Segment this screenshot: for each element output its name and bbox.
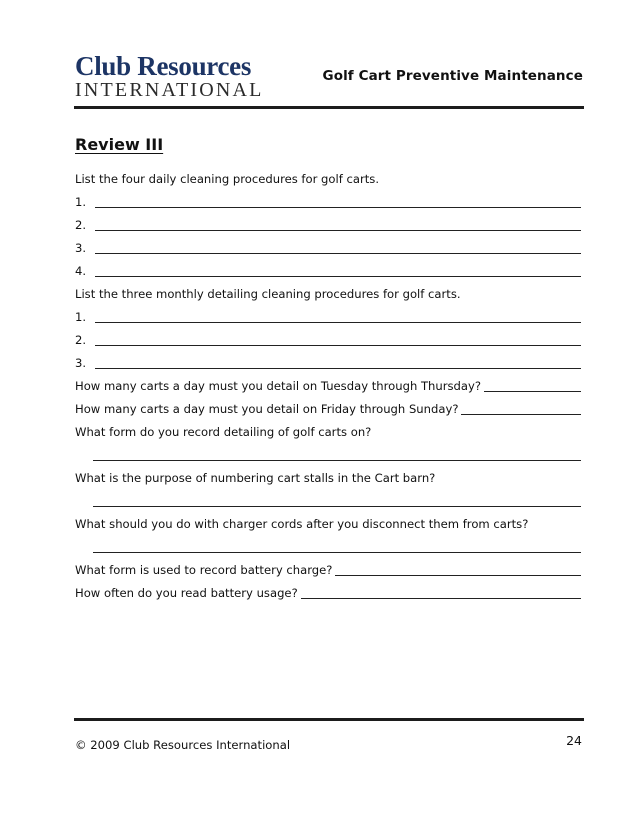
- answer-line: [75, 237, 581, 260]
- answer-line: [75, 306, 581, 329]
- question-line: [75, 398, 581, 421]
- item-number: 3.: [75, 356, 87, 370]
- answer-blank[interactable]: [93, 552, 581, 553]
- answer-blank[interactable]: [335, 575, 581, 576]
- answer-blank[interactable]: [301, 598, 581, 599]
- question-line: [75, 283, 581, 306]
- answer-blank[interactable]: [93, 460, 581, 461]
- question-line: [75, 559, 581, 582]
- answer-line: [75, 260, 581, 283]
- question-text: List the three monthly detailing cleaning procedures for golf carts.: [75, 287, 461, 301]
- logo-top-text: Club Resources: [75, 51, 252, 81]
- question-line: [75, 375, 581, 398]
- answer-line: [75, 352, 581, 375]
- question-text: What form is used to record battery charge?: [75, 563, 333, 577]
- answer-line: [75, 214, 581, 237]
- question-line: [75, 467, 581, 490]
- item-number: 2.: [75, 333, 87, 347]
- item-number: 2.: [75, 218, 87, 232]
- club-resources-logo: [75, 51, 264, 101]
- item-number: 4.: [75, 264, 87, 278]
- question-line: [75, 513, 581, 536]
- answer-blank[interactable]: [95, 322, 581, 323]
- answer-blank[interactable]: [95, 230, 581, 231]
- footer-divider: [74, 718, 584, 721]
- answer-blank[interactable]: [461, 414, 581, 415]
- answer-line: [75, 329, 581, 352]
- question-text: How many carts a day must you detail on Friday through Sunday?: [75, 402, 459, 416]
- question-line: [75, 168, 581, 191]
- answer-blank[interactable]: [95, 207, 581, 208]
- question-text: What should you do with charger cords after you disconnect them from carts?: [75, 517, 529, 531]
- question-text: How many carts a day must you detail on Tuesday through Thursday?: [75, 379, 482, 393]
- question-line: [75, 582, 581, 605]
- question-text: How often do you read battery usage?: [75, 586, 298, 600]
- document-title: Golf Cart Preventive Maintenance: [322, 68, 583, 84]
- logo-bottom-text: INTERNATIONAL: [75, 79, 264, 101]
- question-text: List the four daily cleaning procedures for golf carts.: [75, 172, 380, 186]
- page-number: 24: [566, 733, 582, 748]
- answer-line: [75, 490, 581, 513]
- answer-blank[interactable]: [93, 506, 581, 507]
- answer-blank[interactable]: [484, 391, 581, 392]
- answer-line: [75, 536, 581, 559]
- section-title: Review III: [75, 135, 164, 154]
- answer-line: [75, 444, 581, 467]
- item-number: 1.: [75, 310, 87, 324]
- question-text: What form do you record detailing of golf carts on?: [75, 425, 372, 439]
- header-divider: [74, 106, 584, 109]
- question-text: What is the purpose of numbering cart stalls in the Cart barn?: [75, 471, 436, 485]
- answer-blank[interactable]: [95, 253, 581, 254]
- answer-blank[interactable]: [95, 276, 581, 277]
- item-number: 1.: [75, 195, 87, 209]
- review-questions: [75, 168, 581, 605]
- item-number: 3.: [75, 241, 87, 255]
- answer-line: [75, 191, 581, 214]
- question-line: [75, 421, 581, 444]
- answer-blank[interactable]: [95, 368, 581, 369]
- answer-blank[interactable]: [95, 345, 581, 346]
- copyright-notice: © 2009 Club Resources International: [75, 738, 291, 752]
